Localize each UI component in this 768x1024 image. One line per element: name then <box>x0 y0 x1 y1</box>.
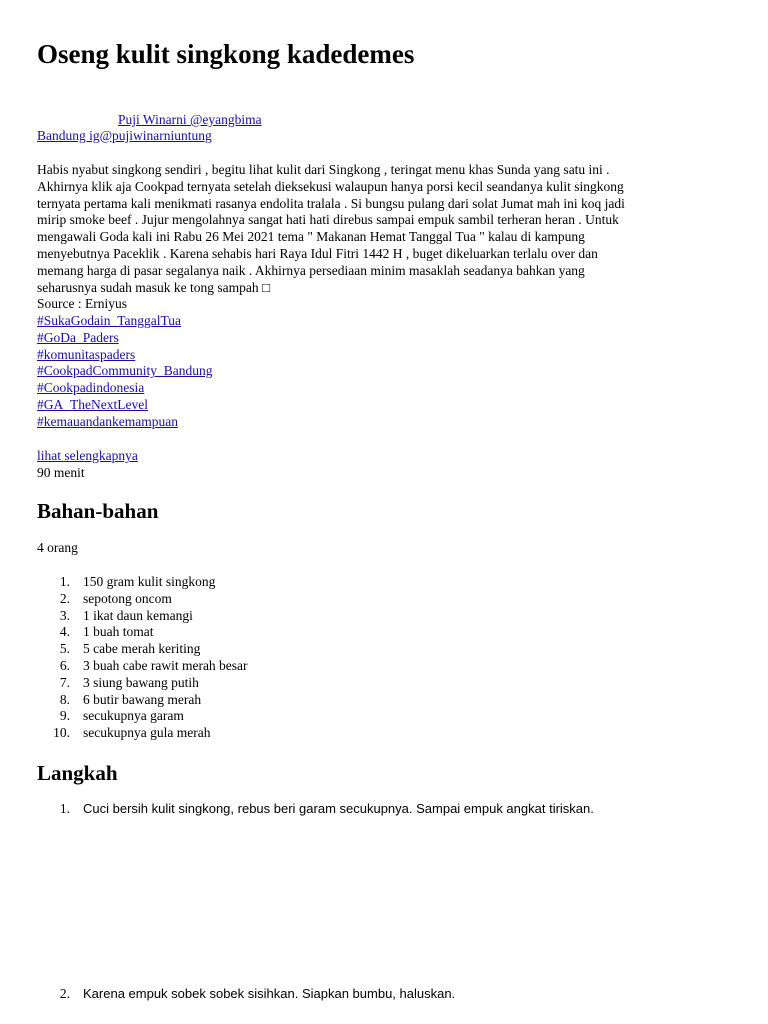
ingredients-list <box>37 574 248 742</box>
author-row <box>118 112 262 128</box>
hashtag-list <box>37 313 213 431</box>
description-line: menyebutnya Paceklik . Karena sehabis hari Raya Idul Fitri 1442 H , buget dikeluarkan terlalu over dan <box>37 245 598 261</box>
step-item: 1. Cuci bersih kulit singkong, rebus beri garam secukupnya. Sampai empuk angkat tiriskan. <box>59 801 594 816</box>
ingredient-item: 1. 150 gram kulit singkong <box>59 574 216 589</box>
ingredient-item: 7. 3 siung bawang putih <box>59 674 199 690</box>
ingredient-item: 8. 6 butir bawang merah <box>59 691 202 707</box>
ingredient-text: 6 butir bawang merah <box>83 691 202 707</box>
step-text: Cuci bersih kulit singkong, rebus beri garam secukupnya. Sampai empuk angkat tiriskan. <box>83 801 594 816</box>
ingredients-heading: Bahan-bahan <box>37 499 159 523</box>
ingredient-text: 3 siung bawang putih <box>83 674 199 690</box>
ingredient-text: 150 gram kulit singkong <box>83 574 216 589</box>
description-line: Akhirnya klik aja Cookpad ternyata setelah dieksekusi walaupun hanya porsi kecil seandanya kulit singkong <box>37 178 624 194</box>
steps-list-continued <box>37 986 455 1003</box>
recipe-description <box>37 162 737 296</box>
recipe-title: Oseng kulit singkong kadedemes <box>37 39 415 69</box>
ingredient-text: 1 buah tomat <box>83 624 154 640</box>
ingredient-item: 6. 3 buah cabe rawit merah besar <box>59 657 248 673</box>
hashtag-link[interactable]: #komunitaspaders <box>37 346 136 362</box>
hashtag-link[interactable]: #GoDa_Paders <box>37 329 119 345</box>
steps-heading: Langkah <box>37 761 118 785</box>
ingredient-item: 10. secukupnya gula merah <box>53 725 211 741</box>
ingredient-item: 9. secukupnya garam <box>59 708 184 724</box>
description-line: memang harga di pasar segalanya naik . Akhirnya persediaan minim masaklah seadanya bahkan yang <box>37 262 585 278</box>
ingredient-text: 3 buah cabe rawit merah besar <box>83 657 248 673</box>
author-link[interactable]: Puji Winarni @eyangbima <box>118 112 262 127</box>
ingredient-text: sepotong oncom <box>83 590 172 606</box>
steps-list <box>37 801 594 818</box>
hashtag-link[interactable]: #CookpadCommunity_Bandung <box>37 363 213 379</box>
ingredient-text: 5 cabe merah keriting <box>83 641 201 657</box>
cooking-duration: 90 menit <box>37 465 85 480</box>
ingredient-item: 3. 1 ikat daun kemangi <box>59 607 193 623</box>
ingredient-text: secukupnya garam <box>83 708 184 724</box>
recipe-source: Source : Erniyus <box>37 296 127 311</box>
author-city-link[interactable]: Bandung ig@pujiwinarniuntung <box>37 128 212 143</box>
hashtag-link[interactable]: #Cookpadindonesia <box>37 380 145 396</box>
step-item: 2. Karena empuk sobek sobek sisihkan. Siapkan bumbu, haluskan. <box>59 986 456 1001</box>
step-text: Karena empuk sobek sobek sisihkan. Siapkan bumbu, haluskan. <box>83 986 456 1001</box>
hashtag-link[interactable]: #SukaGodain_TanggalTua <box>37 313 182 328</box>
ingredient-text: secukupnya gula merah <box>83 725 211 741</box>
ingredient-text: 1 ikat daun kemangi <box>83 607 193 623</box>
description-line: Habis nyabut singkong sendiri , begitu lihat kulit dari Singkong , teringat menu khas Sunda yang satu ini . <box>37 162 610 177</box>
ingredient-item: 4. 1 buah tomat <box>59 624 154 640</box>
description-line: seharusnya sudah masuk ke tong sampah □ <box>37 279 271 295</box>
description-line: mirip smoke beef . Jujur mengolahnya sangat hati hati direbus sampai empuk sambil terheran heran . Untuk <box>37 212 619 228</box>
description-line: ternyata pertama kali menikmati rasanya endolita tralala . Si bungsu pulang dari solat Jumat mah ini koq jadi <box>37 195 625 211</box>
see-more-link[interactable]: lihat selengkapnya <box>37 448 138 463</box>
servings-count: 4 orang <box>37 540 78 555</box>
hashtag-link[interactable]: #GA_TheNextLevel <box>37 396 148 412</box>
hashtag-link[interactable]: #kemauandankemampuan <box>37 413 178 429</box>
ingredient-item: 5. 5 cabe merah keriting <box>59 641 201 657</box>
description-line: mengawali Goda kali ini Rabu 26 Mei 2021 tema " Makanan Hemat Tanggal Tua " kalau di kampung <box>37 229 585 245</box>
city-row <box>37 128 212 144</box>
ingredient-item: 2. sepotong oncom <box>59 590 172 606</box>
